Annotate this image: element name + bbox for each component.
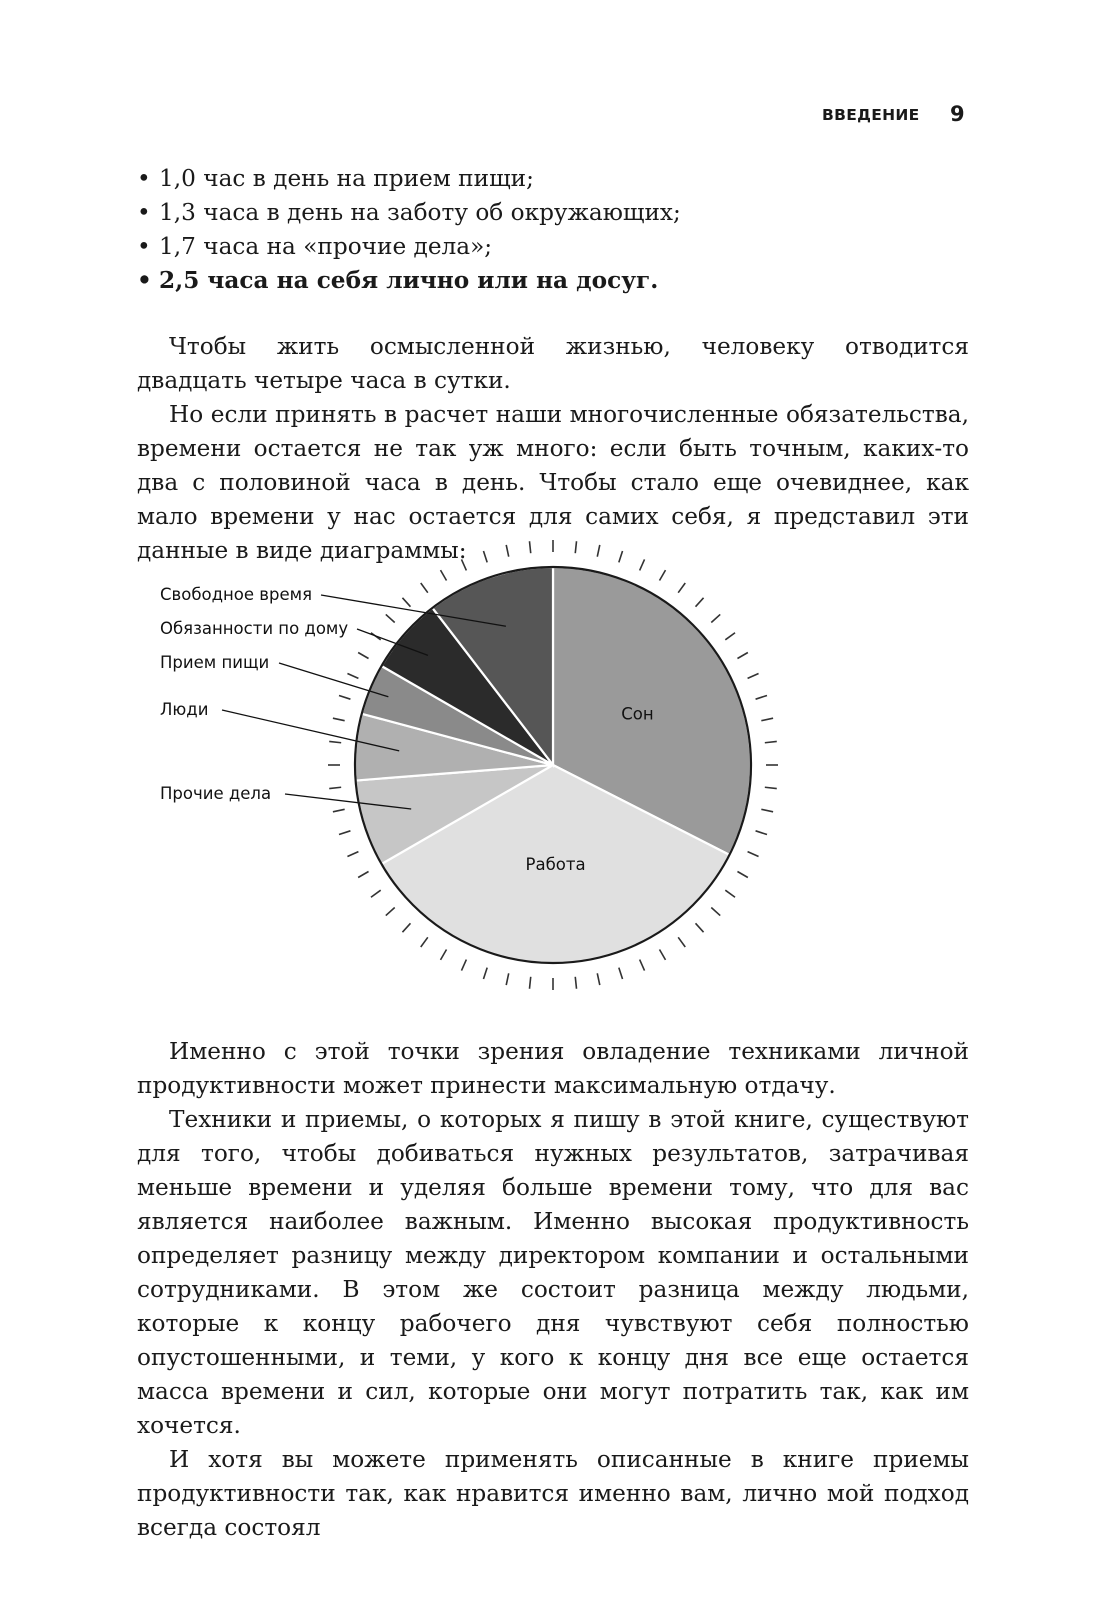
dial-tick xyxy=(748,673,759,678)
dial-tick xyxy=(765,787,777,788)
dial-tick xyxy=(358,872,368,878)
dial-tick xyxy=(386,908,395,916)
bullet-list xyxy=(137,162,969,298)
bullet-icon: • xyxy=(137,233,151,260)
dial-tick xyxy=(575,541,576,553)
dial-tick xyxy=(329,787,341,788)
dial-tick xyxy=(529,977,530,989)
dial-tick xyxy=(597,545,599,557)
dial-tick xyxy=(329,741,341,742)
dial-tick xyxy=(619,968,623,979)
slice-label: Сон xyxy=(621,704,654,724)
dial-tick xyxy=(483,968,487,979)
list-item-text: 1,7 часа на «прочие дела»; xyxy=(159,233,493,260)
dial-tick xyxy=(358,653,368,659)
bullet-icon: • xyxy=(137,267,152,294)
dial-tick xyxy=(678,937,685,947)
dial-tick xyxy=(461,960,466,971)
dial-tick xyxy=(529,541,530,553)
list-item xyxy=(137,162,969,196)
dial-tick xyxy=(347,673,358,678)
list-item-text: 1,0 час в день на прием пищи; xyxy=(159,165,534,192)
dial-tick xyxy=(619,551,623,562)
dial-tick xyxy=(371,890,381,897)
leader-line xyxy=(279,663,388,697)
body-text-bottom xyxy=(137,1035,969,1545)
dial-tick xyxy=(756,831,767,835)
page-number: 9 xyxy=(950,102,965,126)
dial-tick xyxy=(756,695,767,699)
dial-tick xyxy=(333,809,345,811)
paragraph: Именно с этой точки зрения овладение техниками личной продуктивности может принести максимальную отдачу. xyxy=(137,1038,969,1099)
slice-label: Люди xyxy=(160,700,209,719)
dial-tick xyxy=(711,908,720,916)
dial-tick xyxy=(696,598,704,607)
dial-tick xyxy=(725,633,735,640)
dial-tick xyxy=(333,718,345,720)
slice-label: Прочие дела xyxy=(160,784,272,803)
paragraph: Но если принять в расчет наши многочисленные обязательства, времени остается не так уж много: если быть точным, каких-то два с половиной часа в день. Чтобы стало еще очевиднее, как мало времени у нас остается для самих себя, я представил эти данные в виде диаграммы: xyxy=(137,401,969,564)
list-item-text: 1,3 часа в день на заботу об окружающих; xyxy=(159,199,681,226)
dial-tick xyxy=(339,695,350,699)
dial-tick xyxy=(421,937,428,947)
dial-tick xyxy=(748,852,759,857)
list-item xyxy=(137,230,969,264)
slice-label: Прием пищи xyxy=(160,653,270,672)
dial-tick xyxy=(737,653,747,659)
slice-label: Обязанности по дому xyxy=(160,619,349,638)
bullet-icon: • xyxy=(137,165,151,192)
slice-label: Работа xyxy=(525,854,586,874)
dial-tick xyxy=(339,831,350,835)
list-item-text: 2,5 часа на себя лично или на досуг. xyxy=(159,267,659,294)
pie-chart xyxy=(0,540,1111,1010)
paragraph: Чтобы жить осмысленной жизнью, человеку отводится двадцать четыре часа в сутки. xyxy=(137,333,969,394)
dial-tick xyxy=(711,614,720,622)
dial-tick xyxy=(441,570,447,580)
dial-tick xyxy=(640,960,645,971)
dial-tick xyxy=(660,949,666,959)
dial-tick xyxy=(461,559,466,570)
dial-tick xyxy=(725,890,735,897)
paragraph: Техники и приемы, о которых я пишу в этой книге, существуют для того, чтобы добиваться нужных результатов, затрачивая меньше времени и уделяя больше времени тому, что для вас является наиболее важным. Именно высокая продуктивность определяет разницу между директором компании и остальными сотрудниками. В этом же состоит разница между людьми, которые к концу рабочего дня чувствуют себя полностью опустошенными, и теми, у кого к концу дня все еще остается масса времени и сил, которые они могут потратить так, как им хочется. xyxy=(137,1106,969,1439)
list-item xyxy=(137,264,969,298)
dial-tick xyxy=(640,559,645,570)
dial-tick xyxy=(660,570,666,580)
dial-tick xyxy=(597,973,599,985)
list-item xyxy=(137,196,969,230)
dial-tick xyxy=(402,923,410,932)
dial-tick xyxy=(696,923,704,932)
dial-tick xyxy=(421,583,428,593)
pie-chart-svg xyxy=(0,540,1111,1010)
dial-tick xyxy=(678,583,685,593)
dial-tick xyxy=(737,872,747,878)
slice-label: Свободное время xyxy=(160,585,313,604)
dial-tick xyxy=(506,545,508,557)
dial-tick xyxy=(386,614,395,622)
dial-tick xyxy=(761,718,773,720)
dial-tick xyxy=(483,551,487,562)
bullet-icon: • xyxy=(137,199,151,226)
page-header xyxy=(0,98,1111,138)
dial-tick xyxy=(761,809,773,811)
dial-tick xyxy=(441,949,447,959)
paragraph: И хотя вы можете применять описанные в книге приемы продуктивности так, как нравится именно вам, лично мой подход всегда состоял xyxy=(137,1446,969,1541)
dial-tick xyxy=(506,973,508,985)
section-title: ВВЕДЕНИЕ xyxy=(822,106,920,124)
dial-tick xyxy=(765,741,777,742)
dial-tick xyxy=(402,598,410,607)
dial-tick xyxy=(575,977,576,989)
dial-tick xyxy=(347,852,358,857)
